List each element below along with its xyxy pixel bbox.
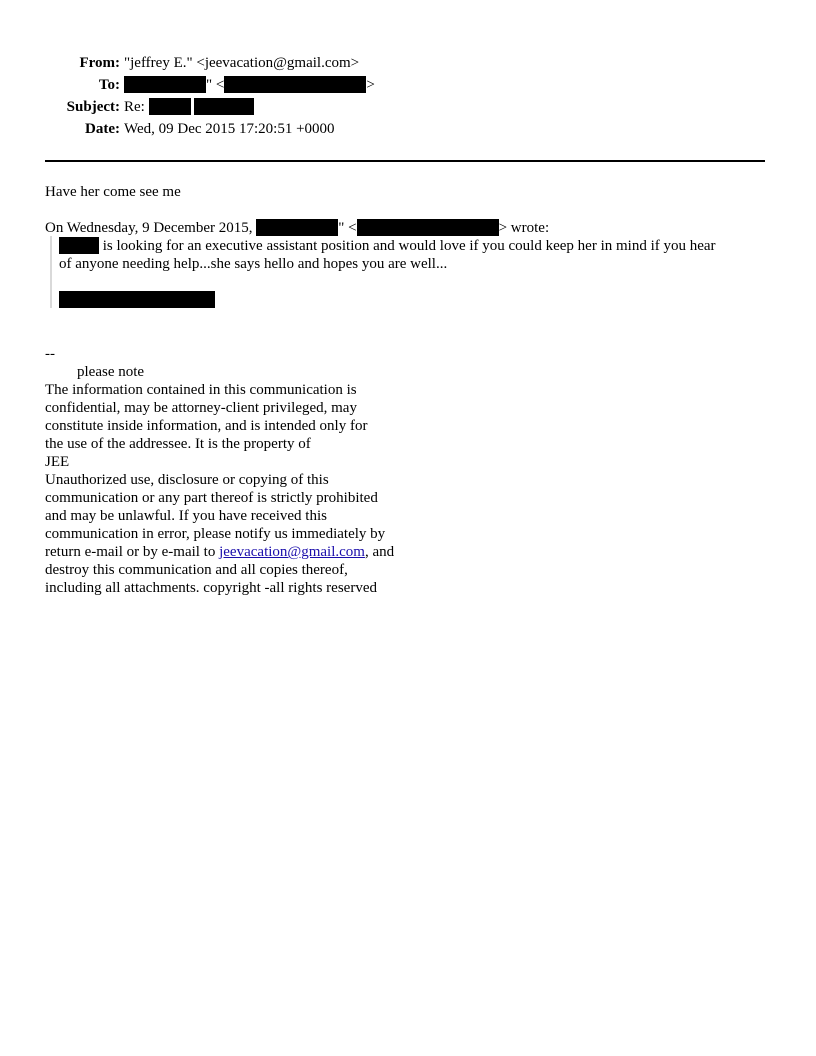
quote-line-1-text: is looking for an executive assistant position and would love if you could keep her in mind if you hear bbox=[102, 238, 716, 254]
redaction-block bbox=[124, 76, 206, 93]
date-value: Wed, 09 Dec 2015 17:20:51 +0000 bbox=[124, 121, 335, 137]
disclaimer-line: The information contained in this communication is bbox=[45, 382, 357, 398]
from-value: "jeffrey E." <jeevacation@gmail.com> bbox=[124, 55, 360, 71]
disclaimer-line: constitute inside information, and is intended only for bbox=[45, 418, 368, 434]
quote-intro-prefix: On Wednesday, 9 December 2015, bbox=[45, 220, 253, 236]
redaction-block bbox=[224, 76, 366, 93]
disclaimer-line: and may be unlawful. If you have received this bbox=[45, 508, 327, 524]
quote-intro-end: > wrote: bbox=[498, 220, 550, 236]
disclaimer-line: communication in error, please notify us immediately by bbox=[45, 526, 386, 542]
to-label: To: bbox=[98, 77, 120, 93]
redaction-block bbox=[59, 291, 215, 308]
redaction-block bbox=[59, 237, 99, 254]
disclaimer-line: the use of the addressee. It is the property of bbox=[45, 436, 311, 452]
quote-intro-separator: " < bbox=[338, 220, 357, 236]
disclaimer-email-prefix: return e-mail or by e-mail to bbox=[45, 544, 220, 560]
to-separator: " < bbox=[206, 77, 225, 93]
disclaimer-email-line bbox=[45, 543, 394, 561]
subject-label: Subject: bbox=[66, 99, 120, 115]
header-divider bbox=[45, 160, 765, 162]
redaction-block bbox=[194, 98, 254, 115]
disclaimer-line: destroy this communication and all copies thereof, bbox=[45, 562, 348, 578]
disclaimer-line: JEE bbox=[45, 454, 70, 470]
date-label: Date: bbox=[85, 121, 120, 137]
quote-intro bbox=[45, 219, 549, 237]
subject-prefix: Re: bbox=[124, 99, 145, 115]
quote-signature bbox=[59, 291, 215, 309]
disclaimer-line: including all attachments. copyright -all rights reserved bbox=[45, 580, 377, 596]
redaction-block bbox=[357, 219, 499, 236]
quote-bar bbox=[50, 236, 52, 308]
email-link[interactable]: jeevacation@gmail.com bbox=[219, 544, 365, 560]
to-value bbox=[124, 76, 375, 94]
disclaimer-email-suffix: , and bbox=[364, 544, 395, 560]
signature-dashes: -- bbox=[45, 346, 55, 362]
reply-text: Have her come see me bbox=[45, 184, 181, 200]
subject-value bbox=[124, 98, 254, 116]
disclaimer-line: Unauthorized use, disclosure or copying of this bbox=[45, 472, 329, 488]
redaction-block bbox=[149, 98, 191, 115]
quote-line-2: of anyone needing help...she says hello and hopes you are well... bbox=[59, 256, 448, 272]
signature-note: please note bbox=[77, 364, 145, 380]
disclaimer-line: communication or any part thereof is strictly prohibited bbox=[45, 490, 378, 506]
to-end: > bbox=[366, 77, 375, 93]
disclaimer-line: confidential, may be attorney-client privileged, may bbox=[45, 400, 357, 416]
quote-line-1 bbox=[59, 237, 716, 255]
redaction-block bbox=[256, 219, 338, 236]
from-label: From: bbox=[79, 55, 120, 71]
